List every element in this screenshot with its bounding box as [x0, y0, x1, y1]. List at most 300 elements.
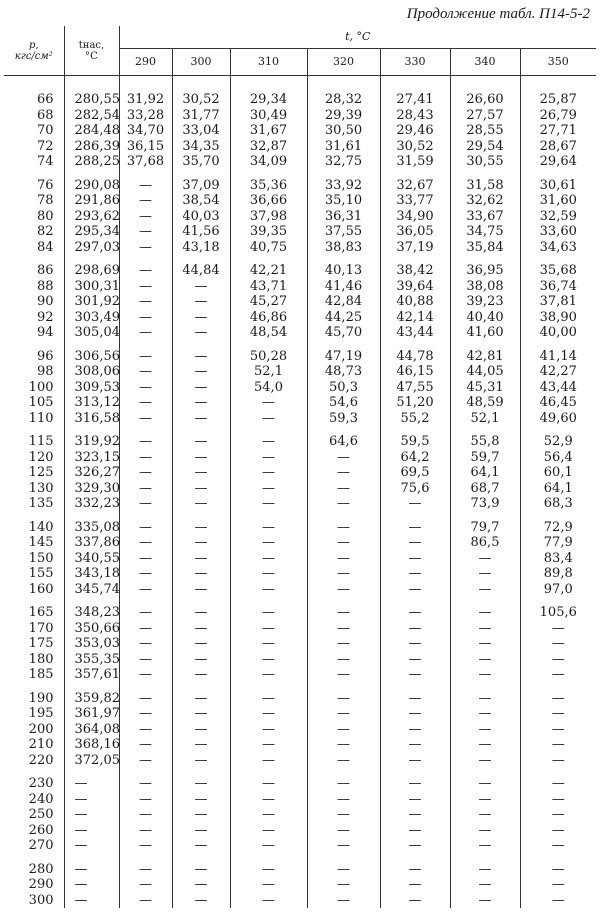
value-cell: —: [307, 535, 380, 551]
table-row: [4, 667, 596, 683]
value-cell: —: [119, 535, 172, 551]
value-cell: 39,23: [450, 294, 520, 310]
value-cell: —: [230, 823, 307, 839]
value-cell: —: [450, 551, 520, 567]
table-row: [4, 108, 596, 124]
pressure-cell: 260: [4, 823, 64, 839]
value-cell: —: [119, 481, 172, 497]
table-row: [4, 341, 596, 365]
value-cell: —: [380, 551, 450, 567]
value-cell: —: [450, 683, 520, 707]
saturation-temp-cell: 286,39: [64, 139, 119, 155]
value-cell: 52,1: [230, 364, 307, 380]
saturation-temp-cell: —: [64, 854, 119, 878]
saturation-temp-cell: 298,69: [64, 255, 119, 279]
table-row: [4, 255, 596, 279]
value-cell: 31,77: [172, 108, 230, 124]
saturation-temp-cell: 372,05: [64, 753, 119, 769]
saturation-temp-cell: 326,27: [64, 465, 119, 481]
value-cell: —: [172, 411, 230, 427]
data-table: [4, 26, 596, 908]
value-cell: —: [450, 823, 520, 839]
value-cell: 31,92: [119, 76, 172, 108]
value-cell: 45,27: [230, 294, 307, 310]
saturation-temp-cell: 345,74: [64, 582, 119, 598]
value-cell: 34,90: [380, 209, 450, 225]
value-cell: —: [450, 706, 520, 722]
value-cell: 40,03: [172, 209, 230, 225]
value-cell: 29,39: [307, 108, 380, 124]
value-cell: —: [119, 551, 172, 567]
saturation-temp-cell: 282,54: [64, 108, 119, 124]
value-cell: —: [230, 411, 307, 427]
value-cell: —: [307, 823, 380, 839]
value-cell: —: [307, 722, 380, 738]
value-cell: —: [172, 722, 230, 738]
value-cell: —: [119, 838, 172, 854]
value-cell: —: [307, 636, 380, 652]
value-cell: —: [119, 737, 172, 753]
value-cell: —: [230, 582, 307, 598]
value-cell: 38,42: [380, 255, 450, 279]
value-cell: —: [119, 170, 172, 194]
saturation-temp-cell: 280,55: [64, 76, 119, 108]
value-cell: 31,59: [380, 154, 450, 170]
value-cell: —: [307, 551, 380, 567]
value-cell: 41,46: [307, 279, 380, 295]
pressure-cell: 68: [4, 108, 64, 124]
table-row: [4, 768, 596, 792]
value-cell: —: [172, 854, 230, 878]
value-cell: 40,88: [380, 294, 450, 310]
value-cell: —: [119, 854, 172, 878]
value-cell: —: [230, 496, 307, 512]
pressure-cell: 250: [4, 807, 64, 823]
value-cell: —: [380, 768, 450, 792]
value-cell: —: [380, 652, 450, 668]
value-cell: —: [307, 621, 380, 637]
value-cell: —: [119, 310, 172, 326]
value-cell: 34,70: [119, 123, 172, 139]
value-cell: —: [119, 807, 172, 823]
value-cell: —: [119, 465, 172, 481]
pressure-cell: 155: [4, 566, 64, 582]
value-cell: —: [119, 582, 172, 598]
table-row: [4, 154, 596, 170]
value-cell: —: [450, 737, 520, 753]
table-row: [4, 582, 596, 598]
pressure-cell: 140: [4, 512, 64, 536]
saturation-temp-cell: 293,62: [64, 209, 119, 225]
value-cell: 83,4: [543, 550, 573, 566]
value-cell: 72,9: [543, 519, 573, 535]
saturation-temp-cell: 316,58: [64, 411, 119, 427]
value-cell: 37,98: [230, 209, 307, 225]
table-row: [4, 792, 596, 808]
table-row: [4, 395, 596, 411]
value-cell: —: [172, 582, 230, 598]
value-cell: —: [172, 310, 230, 326]
table-row: [4, 193, 596, 209]
temperature-header-cell: 330: [380, 49, 450, 76]
table-row: [4, 325, 596, 341]
value-cell: —: [119, 768, 172, 792]
saturation-temp-cell: —: [64, 893, 119, 909]
saturation-temp-cell: 329,30: [64, 481, 119, 497]
value-cell: —: [551, 636, 565, 651]
value-cell: 50,28: [230, 341, 307, 365]
value-cell: —: [551, 721, 565, 737]
value-cell: —: [119, 279, 172, 295]
value-cell: 26,79: [539, 107, 577, 123]
pressure-cell: 180: [4, 652, 64, 668]
value-cell: —: [307, 737, 380, 753]
saturation-temp-cell: 350,66: [64, 621, 119, 637]
table-row: [4, 76, 596, 108]
pressure-cell: 92: [4, 310, 64, 326]
value-cell: 34,75: [450, 224, 520, 240]
value-cell: 64,6: [307, 426, 380, 450]
saturation-temp-cell: —: [64, 807, 119, 823]
value-cell: 55,2: [380, 411, 450, 427]
saturation-temp-cell: —: [64, 792, 119, 808]
value-cell: —: [172, 294, 230, 310]
value-cell: —: [307, 893, 380, 909]
value-cell: —: [551, 807, 565, 822]
value-cell: —: [380, 823, 450, 839]
value-cell: 44,78: [380, 341, 450, 365]
saturation-temp-cell: —: [64, 838, 119, 854]
value-cell: 77,9: [543, 535, 573, 550]
value-cell: 105,6: [539, 605, 577, 620]
value-cell: —: [551, 822, 565, 838]
value-cell: —: [230, 512, 307, 536]
value-cell: —: [119, 636, 172, 652]
value-cell: 52,9: [543, 434, 573, 449]
pressure-cell: 220: [4, 753, 64, 769]
value-cell: 59,5: [380, 426, 450, 450]
pressure-cell: 300: [4, 893, 64, 909]
value-cell: —: [307, 582, 380, 598]
value-cell: 32,59: [539, 208, 577, 224]
value-cell: —: [307, 683, 380, 707]
value-cell: 45,31: [450, 380, 520, 396]
value-cell: —: [450, 621, 520, 637]
value-cell: 41,14: [539, 348, 577, 364]
table-row: [4, 722, 596, 738]
pressure-cell: 125: [4, 465, 64, 481]
saturation-temp-cell: 297,03: [64, 240, 119, 256]
saturation-temp-cell: —: [64, 823, 119, 839]
value-cell: —: [119, 209, 172, 225]
pressure-cell: 135: [4, 496, 64, 512]
value-cell: —: [230, 792, 307, 808]
value-cell: 51,20: [380, 395, 450, 411]
saturation-temp-cell: 306,56: [64, 341, 119, 365]
value-cell: 73,9: [450, 496, 520, 512]
value-cell: —: [307, 753, 380, 769]
saturation-temp-cell: 337,86: [64, 535, 119, 551]
value-cell: —: [119, 621, 172, 637]
pressure-cell: 96: [4, 341, 64, 365]
table-row: [4, 411, 596, 427]
saturation-temp-cell: 291,86: [64, 193, 119, 209]
value-cell: —: [380, 706, 450, 722]
value-cell: 28,32: [307, 76, 380, 108]
value-cell: 48,73: [307, 364, 380, 380]
value-cell: —: [551, 667, 565, 682]
value-cell: 27,57: [450, 108, 520, 124]
value-cell: 39,64: [380, 279, 450, 295]
value-cell: 64,2: [380, 450, 450, 466]
value-cell: 29,64: [539, 154, 577, 169]
pressure-cell: 110: [4, 411, 64, 427]
value-cell: 36,74: [539, 278, 577, 294]
value-cell: 47,55: [380, 380, 450, 396]
value-cell: —: [307, 792, 380, 808]
value-cell: —: [119, 597, 172, 621]
pressure-cell: 86: [4, 255, 64, 279]
table-row: [4, 450, 596, 466]
value-cell: —: [380, 893, 450, 909]
value-cell: —: [230, 597, 307, 621]
value-cell: —: [119, 496, 172, 512]
value-cell: 55,8: [450, 426, 520, 450]
pressure-cell: 94: [4, 325, 64, 341]
value-cell: —: [119, 364, 172, 380]
value-cell: —: [450, 792, 520, 808]
value-cell: —: [172, 426, 230, 450]
value-cell: —: [307, 597, 380, 621]
table-row: [4, 706, 596, 722]
value-cell: 38,83: [307, 240, 380, 256]
value-cell: 35,84: [450, 240, 520, 256]
value-cell: —: [380, 838, 450, 854]
value-cell: —: [230, 807, 307, 823]
value-cell: —: [307, 838, 380, 854]
value-cell: —: [380, 737, 450, 753]
saturation-temp-cell: 323,15: [64, 450, 119, 466]
value-cell: —: [307, 854, 380, 878]
value-cell: 39,35: [230, 224, 307, 240]
value-cell: —: [230, 395, 307, 411]
value-cell: —: [172, 893, 230, 909]
value-cell: —: [172, 341, 230, 365]
value-cell: 86,5: [450, 535, 520, 551]
value-cell: 44,84: [172, 255, 230, 279]
value-cell: —: [551, 892, 565, 908]
value-cell: —: [450, 667, 520, 683]
value-cell: —: [230, 893, 307, 909]
table-row: [4, 240, 596, 256]
temperature-group-header: t, °C: [119, 26, 596, 49]
table-row: [4, 636, 596, 652]
value-cell: —: [380, 621, 450, 637]
value-cell: 69,5: [380, 465, 450, 481]
table-row: [4, 737, 596, 753]
value-cell: —: [172, 380, 230, 396]
value-cell: —: [380, 877, 450, 893]
value-cell: —: [380, 496, 450, 512]
value-cell: 28,43: [380, 108, 450, 124]
value-cell: 40,00: [539, 325, 577, 340]
value-cell: —: [230, 551, 307, 567]
value-cell: —: [380, 753, 450, 769]
value-cell: 44,05: [450, 364, 520, 380]
value-cell: 32,62: [450, 193, 520, 209]
value-cell: 32,87: [230, 139, 307, 155]
pressure-cell: 70: [4, 123, 64, 139]
value-cell: 52,1: [450, 411, 520, 427]
temperature-header-cell: 320: [307, 49, 380, 76]
value-cell: —: [380, 792, 450, 808]
saturation-temp-cell: 319,92: [64, 426, 119, 450]
value-cell: —: [551, 706, 565, 721]
value-cell: 38,90: [539, 309, 577, 325]
value-cell: —: [230, 753, 307, 769]
value-cell: 36,66: [230, 193, 307, 209]
value-cell: —: [172, 325, 230, 341]
value-cell: 97,0: [543, 581, 573, 597]
saturation-temp-cell: 353,03: [64, 636, 119, 652]
saturation-temp-cell: 368,16: [64, 737, 119, 753]
table-row: [4, 481, 596, 497]
pressure-unit: кгс/см²: [14, 50, 53, 62]
value-cell: —: [172, 551, 230, 567]
value-cell: —: [172, 481, 230, 497]
table-row: [4, 310, 596, 326]
table-row: [4, 838, 596, 854]
pressure-cell: 115: [4, 426, 64, 450]
pressure-cell: 170: [4, 621, 64, 637]
value-cell: —: [119, 426, 172, 450]
pressure-cell: 210: [4, 737, 64, 753]
value-cell: —: [307, 512, 380, 536]
value-cell: 36,31: [307, 209, 380, 225]
value-cell: 35,70: [172, 154, 230, 170]
value-cell: 34,09: [230, 154, 307, 170]
saturation-temp-cell: —: [64, 877, 119, 893]
value-cell: —: [172, 768, 230, 792]
pressure-cell: 145: [4, 535, 64, 551]
value-cell: —: [380, 667, 450, 683]
pressure-cell: 80: [4, 209, 64, 225]
value-cell: —: [380, 807, 450, 823]
value-cell: 43,44: [539, 379, 577, 395]
pressure-cell: 74: [4, 154, 64, 170]
saturation-temp-column-header: [64, 26, 119, 76]
saturation-temp-cell: 303,49: [64, 310, 119, 326]
value-cell: —: [380, 854, 450, 878]
value-cell: —: [172, 395, 230, 411]
value-cell: —: [172, 535, 230, 551]
table-row: [4, 294, 596, 310]
table-row: [4, 566, 596, 582]
value-cell: —: [307, 768, 380, 792]
value-cell: —: [551, 776, 565, 791]
pressure-cell: 175: [4, 636, 64, 652]
value-cell: —: [450, 893, 520, 909]
pressure-cell: 90: [4, 294, 64, 310]
saturation-temp-label: tнас,: [78, 39, 105, 51]
value-cell: 40,75: [230, 240, 307, 256]
value-cell: —: [230, 877, 307, 893]
pressure-cell: 270: [4, 838, 64, 854]
saturation-temp-cell: 364,08: [64, 722, 119, 738]
saturation-temp-cell: 300,31: [64, 279, 119, 295]
value-cell: 42,84: [307, 294, 380, 310]
value-cell: —: [450, 597, 520, 621]
value-cell: —: [380, 512, 450, 536]
value-cell: 31,58: [450, 170, 520, 194]
value-cell: 68,7: [450, 481, 520, 497]
value-cell: —: [450, 566, 520, 582]
table-row: [4, 380, 596, 396]
saturation-temp-cell: 290,08: [64, 170, 119, 194]
value-cell: 31,61: [307, 139, 380, 155]
value-cell: 33,04: [172, 123, 230, 139]
saturation-temp-cell: 357,61: [64, 667, 119, 683]
pressure-cell: 150: [4, 551, 64, 567]
value-cell: —: [172, 450, 230, 466]
value-cell: —: [172, 877, 230, 893]
value-cell: —: [307, 667, 380, 683]
value-cell: 35,68: [539, 263, 577, 278]
value-cell: 38,08: [450, 279, 520, 295]
value-cell: 30,55: [450, 154, 520, 170]
value-cell: —: [230, 652, 307, 668]
value-cell: 30,49: [230, 108, 307, 124]
pressure-cell: 78: [4, 193, 64, 209]
value-cell: —: [119, 294, 172, 310]
value-cell: 30,52: [380, 139, 450, 155]
value-cell: —: [119, 566, 172, 582]
value-cell: 79,7: [450, 512, 520, 536]
table-row: [4, 597, 596, 621]
saturation-temp-cell: 309,53: [64, 380, 119, 396]
value-cell: —: [172, 683, 230, 707]
value-cell: 47,19: [307, 341, 380, 365]
table-caption: Продолжение табл. П14-5-2: [406, 6, 590, 22]
pressure-cell: 160: [4, 582, 64, 598]
table-row: [4, 854, 596, 878]
value-cell: 56,4: [543, 449, 573, 465]
value-cell: 64,1: [543, 480, 573, 496]
value-cell: 41,56: [172, 224, 230, 240]
value-cell: —: [380, 582, 450, 598]
value-cell: 32,75: [307, 154, 380, 170]
value-cell: —: [172, 496, 230, 512]
value-cell: —: [172, 621, 230, 637]
table-row: [4, 535, 596, 551]
value-cell: —: [230, 465, 307, 481]
pressure-cell: 190: [4, 683, 64, 707]
value-cell: —: [172, 667, 230, 683]
value-cell: 36,15: [119, 139, 172, 155]
saturation-temp-cell: —: [64, 768, 119, 792]
value-cell: —: [172, 364, 230, 380]
value-cell: 27,41: [380, 76, 450, 108]
table-row: [4, 139, 596, 155]
value-cell: —: [230, 706, 307, 722]
value-cell: —: [450, 768, 520, 792]
saturation-temp-cell: 355,35: [64, 652, 119, 668]
value-cell: —: [450, 722, 520, 738]
value-cell: 37,81: [539, 294, 577, 309]
saturation-temp-cell: 288,25: [64, 154, 119, 170]
table-row: [4, 551, 596, 567]
value-cell: —: [119, 792, 172, 808]
